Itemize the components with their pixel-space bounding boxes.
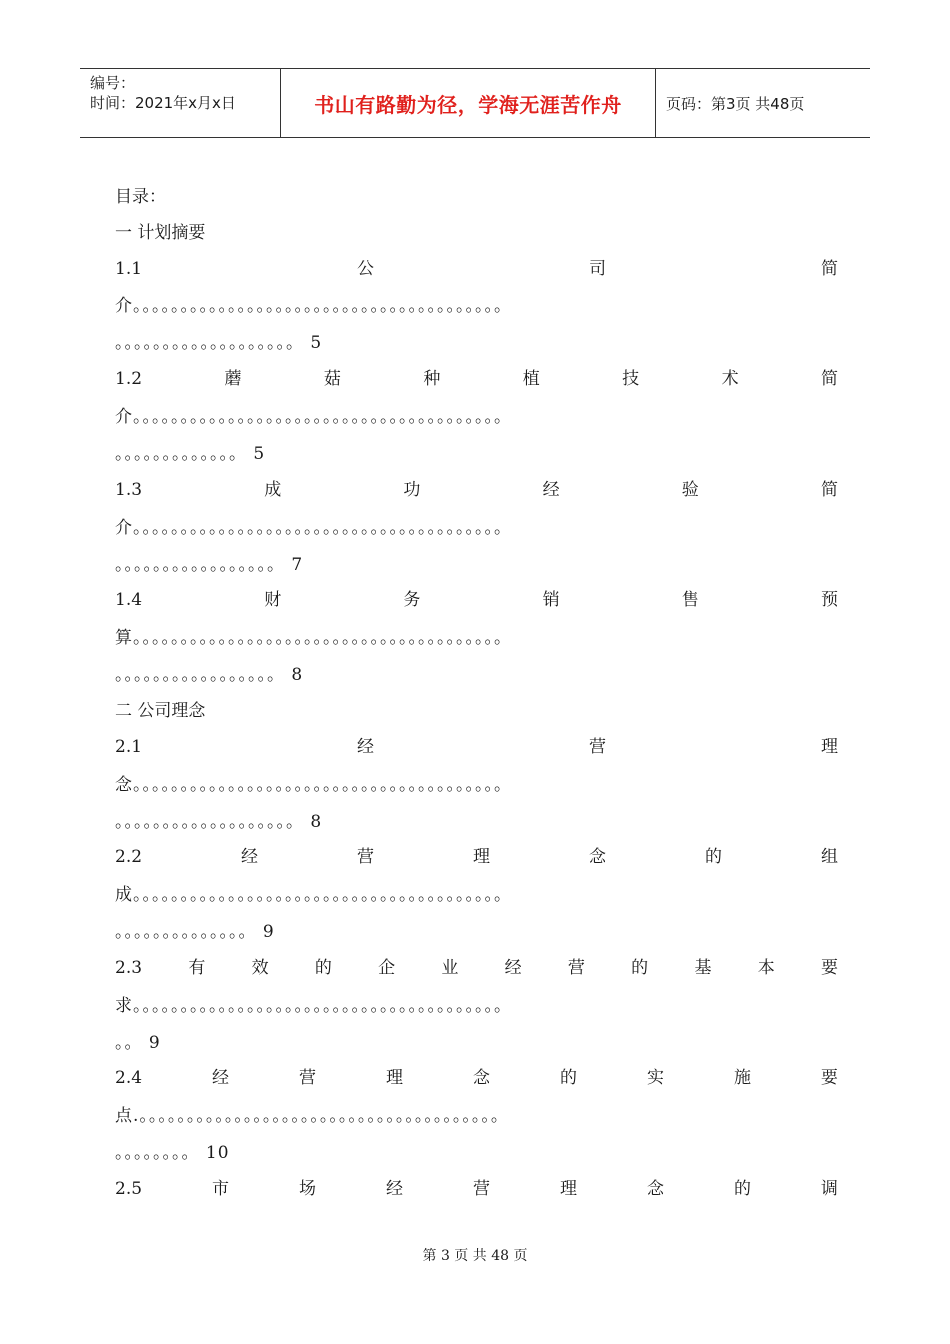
- toc-entry-page: 。。。。。。。。。。。。。 5: [115, 444, 266, 464]
- toc-entry-leader: 点.。。。。。。。。。。。。。。。。。。。。。。。。。。。。。。。。。。。。。。: [115, 1106, 509, 1126]
- toc-entry-char: 企: [378, 958, 396, 978]
- toc-entry-char: 简: [821, 259, 838, 279]
- toc-entry-char: 市: [212, 1179, 230, 1199]
- toc-entry-char: 售: [681, 590, 699, 610]
- toc-entry-char: 务: [403, 590, 421, 610]
- toc-entry-char: 要: [820, 1068, 838, 1088]
- toc-entry-page: 。。。。。。。。。。。。。。。。。 8: [115, 665, 304, 685]
- toc-entry-char: 公: [357, 259, 375, 279]
- toc-entry-char: 本: [757, 958, 775, 978]
- toc-entry-char: 营: [567, 958, 585, 978]
- toc-title: 目录：: [115, 187, 166, 207]
- toc-entry-char: 蘑: [224, 369, 242, 389]
- toc-entry-char: 场: [299, 1179, 317, 1199]
- toc-entry-char: 念: [472, 1068, 490, 1088]
- toc-entry-page: 。。。。。。。。 10: [115, 1143, 230, 1163]
- toc-entry-char: 经: [212, 1068, 230, 1088]
- toc-entry-char: 的: [314, 958, 332, 978]
- toc-entry-char: 营: [299, 1068, 317, 1088]
- toc-entry-page: 。。。。。。。。。。。。。。。。。。。 8: [115, 812, 323, 832]
- toc-entry-char: 植: [522, 369, 540, 389]
- toc-entry-leader: 介。。。。。。。。。。。。。。。。。。。。。。。。。。。。。。。。。。。。。。。: [115, 296, 512, 316]
- toc-entry-char: 种: [423, 369, 441, 389]
- toc-entry-char: 销: [542, 590, 560, 610]
- toc-entry-number: 1.4: [115, 590, 143, 610]
- toc-entry-heading: [115, 588, 838, 612]
- header-motto: 书山有路勤为径，学海无涯苦作舟: [281, 69, 656, 137]
- toc-entry-page: 。。 9: [115, 1033, 161, 1053]
- toc-entry-number: 1.1: [115, 259, 143, 279]
- toc-entry-char: 念: [588, 847, 606, 867]
- toc-entry-char: 效: [251, 958, 269, 978]
- page-footer: 第 3 页 共 48 页: [422, 1248, 528, 1264]
- toc-entry-number: 1.3: [115, 480, 143, 500]
- toc-entry-char: 理: [821, 737, 838, 757]
- toc-entry-heading: [115, 478, 838, 502]
- toc-entry-char: 营: [472, 1179, 490, 1199]
- toc-entry-char: 理: [473, 847, 490, 867]
- toc-entry-number: 2.5: [115, 1179, 143, 1199]
- toc-entry-char: 技: [622, 369, 640, 389]
- toc-entry-char: 营: [357, 847, 375, 867]
- toc-entry-number: 2.4: [115, 1068, 143, 1088]
- toc-entry-char: 司: [589, 259, 607, 279]
- toc-entry-char: 业: [441, 958, 459, 978]
- toc-entry-char: 组: [820, 847, 838, 867]
- toc-entry-char: 术: [721, 369, 739, 389]
- toc-entry-char: 的: [559, 1068, 577, 1088]
- toc-entry-char: 基: [694, 958, 712, 978]
- toc-entry-char: 理: [559, 1179, 577, 1199]
- time-label: 时间：2021年x月x日: [90, 94, 236, 112]
- toc-entry-char: 预: [820, 590, 838, 610]
- toc-entry-heading: [115, 1177, 838, 1201]
- toc-entry-char: 经: [386, 1179, 403, 1199]
- toc-entry-number: 1.2: [115, 369, 143, 389]
- number-label: 编号：: [90, 74, 136, 92]
- toc-entry-leader: 介。。。。。。。。。。。。。。。。。。。。。。。。。。。。。。。。。。。。。。。: [115, 518, 512, 538]
- section-heading: 一 计划摘要: [115, 223, 206, 243]
- toc-entry-char: 简: [821, 369, 838, 389]
- toc-entry-char: 成: [264, 480, 282, 500]
- toc-entry-leader: 念。。。。。。。。。。。。。。。。。。。。。。。。。。。。。。。。。。。。。。。: [115, 775, 512, 795]
- toc-entry-char: 有: [188, 958, 206, 978]
- toc-entry-char: 营: [589, 737, 607, 757]
- toc-entry-char: 理: [386, 1068, 403, 1088]
- toc-entry-char: 的: [733, 1179, 751, 1199]
- toc-entry-char: 简: [820, 480, 838, 500]
- toc-entry-char: 财: [264, 590, 282, 610]
- toc-entry-heading: [115, 1066, 838, 1090]
- toc-entry-char: 经: [504, 958, 522, 978]
- toc-entry-char: 验: [681, 480, 699, 500]
- toc-entry-char: 功: [403, 480, 421, 500]
- toc-entry-heading: [115, 735, 838, 759]
- toc-entry-char: 的: [631, 958, 649, 978]
- toc-entry-page: 。。。。。。。。。。。。。。。。。。。 5: [115, 333, 323, 353]
- header-meta: [80, 69, 281, 137]
- toc-entry-heading: [115, 956, 838, 980]
- toc-entry-leader: 求。。。。。。。。。。。。。。。。。。。。。。。。。。。。。。。。。。。。。。。: [115, 996, 512, 1016]
- toc-entry-page: 。。。。。。。。。。。。。。。。。 7: [115, 555, 304, 575]
- toc-entry-number: 2.3: [115, 958, 143, 978]
- toc-entry-char: 要: [820, 958, 838, 978]
- toc-entry-number: 2.2: [115, 847, 143, 867]
- toc-entry-char: 经: [357, 737, 375, 757]
- toc-entry-leader: 算。。。。。。。。。。。。。。。。。。。。。。。。。。。。。。。。。。。。。。。: [115, 628, 512, 648]
- toc-entry-char: 施: [733, 1068, 751, 1088]
- document-header: [80, 68, 870, 138]
- header-page-info: 页码：第3页 共48页: [666, 94, 805, 113]
- section-heading: 二 公司理念: [115, 701, 206, 721]
- toc-entry-heading: [115, 257, 838, 281]
- toc-entry-leader: 介。。。。。。。。。。。。。。。。。。。。。。。。。。。。。。。。。。。。。。。: [115, 407, 512, 427]
- toc-entry-number: 2.1: [115, 737, 143, 757]
- toc-entry-char: 实: [646, 1068, 664, 1088]
- toc-entry-heading: [115, 367, 838, 391]
- toc-entry-char: 菇: [323, 369, 341, 389]
- toc-entry-page: 。。。。。。。。。。。。。。 9: [115, 922, 275, 942]
- toc-entry-char: 经: [542, 480, 560, 500]
- toc-entry-heading: [115, 845, 838, 869]
- toc-entry-char: 经: [241, 847, 259, 867]
- toc-entry-leader: 成。。。。。。。。。。。。。。。。。。。。。。。。。。。。。。。。。。。。。。。: [115, 885, 512, 905]
- toc-entry-char: 的: [704, 847, 722, 867]
- toc-entry-char: 念: [646, 1179, 664, 1199]
- toc-entry-char: 调: [820, 1179, 838, 1199]
